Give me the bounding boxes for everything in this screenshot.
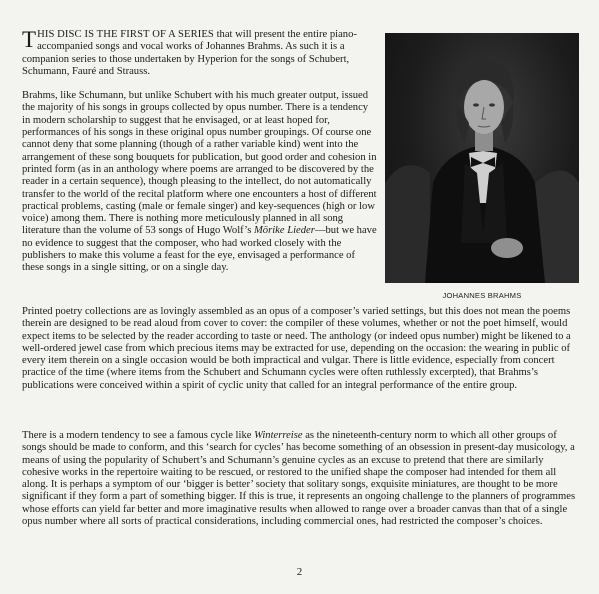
left-column (22, 29, 378, 275)
paragraph-text: as the nineteenth-century norm to which all other groups of songs should be made to conform, and this ‘search for cycles’ has become something of an obsession in present-day musicology, a means of using the popularity of Schubert’s and Schumann’s genuine cycles as an excuse to pretend that there are similarly cohesive works in the repertoire waiting to be rescued, or restored to the unified shape the composer had intended for them all along. It is perhaps a symptom of our ‘bigger is better’ society that solitary songs, exquisite miniatures, are thought to be more significant if they form a part of something bigger. If this is true, it represents an ongoing challenge to the planners of programmes whose efforts can yield far better and more imaginative results when allowed to range over a broader canvas than that of a single opus number where all sorts of practical considerations, including commercial ones, had restricted the composer’s choices. (22, 430, 576, 528)
paragraph-search-for-cycles (22, 430, 578, 528)
page-number: 2 (296, 566, 303, 578)
brahms-portrait-photo (385, 33, 579, 283)
drop-cap: T (22, 27, 37, 52)
intro-paragraph (22, 29, 378, 78)
paragraph-poetry-collections: Printed poetry collections are as lovingly assembled as an opus of a composer’s varied settings, but this does not mean the poems therein are designed to be read aloud from cover to cover: the compiler of these volumes, whether or not the poet himself, would expect items to be selected by the reader according to taste or need. The anthology (or indeed opus number) might be likened to a well-ordered jewel case from which precious items may be extracted for use, depending on the occasion: the wearing in public of every item therein on a single occasion would be both impractical and vulgar. There is little evidence, especially from concert practice of the time (where items from the Schubert and Schumann cycles were often ruthlessly excerpted), that Brahms’s publications were conceived within a spirit of cyclic unity that called for an integral performance of the entire group. (22, 306, 571, 391)
title-morike-lieder: Mörike Lieder (253, 225, 315, 237)
paragraph-opus-groups (22, 90, 378, 274)
intro-text: that will present the entire piano-accompanied songs and vocal works of Johannes Brahms. As such it is a companion series to those undertaken by Hyperion for the songs of Schubert, Schumann, Fauré and Strauss. (22, 29, 357, 77)
photo-caption: JOHANNES BRAHMS (442, 291, 522, 300)
paragraph-text: Brahms, like Schumann, but unlike Schubert with his much greater output, issued the majority of his songs in groups collected by opus number. There is a tendency in modern scholarship to suggest that he envisaged, or at least hoped for, performances of his songs in these original opus number groupings. Of course one cannot deny that some planning (though of a rather variable kind) went into the arrangement of these song bouquets for publication, but good order and cohesion in printed form (as in an anthology where poems are arranged to be discovered by the reader in a certain sequence), though pleasing to the intellect, do not automatically transfer to the world of the recital platform where one encounters a host of different practical problems, casting (male or female singer) and key-sequences (high or low voice) among them. There is nothing more meticulously planned in all song literature than the volume of 53 songs of Hugo Wolf’s (22, 90, 377, 237)
portrait-illustration (385, 33, 579, 283)
title-winterreise: Winterreise (254, 430, 303, 441)
intro-smallcaps: HIS DISC IS THE FIRST OF A SERIES (37, 29, 214, 40)
paragraph-text: There is a modern tendency to see a famous cycle like (22, 430, 255, 441)
paragraph-text: —but we have no evidence to suggest that the composer, who had worked closely with the publishers to make this volume a feast for the eye, envisaged a performance of these songs in a single sitting, or on a single day. (22, 225, 377, 274)
